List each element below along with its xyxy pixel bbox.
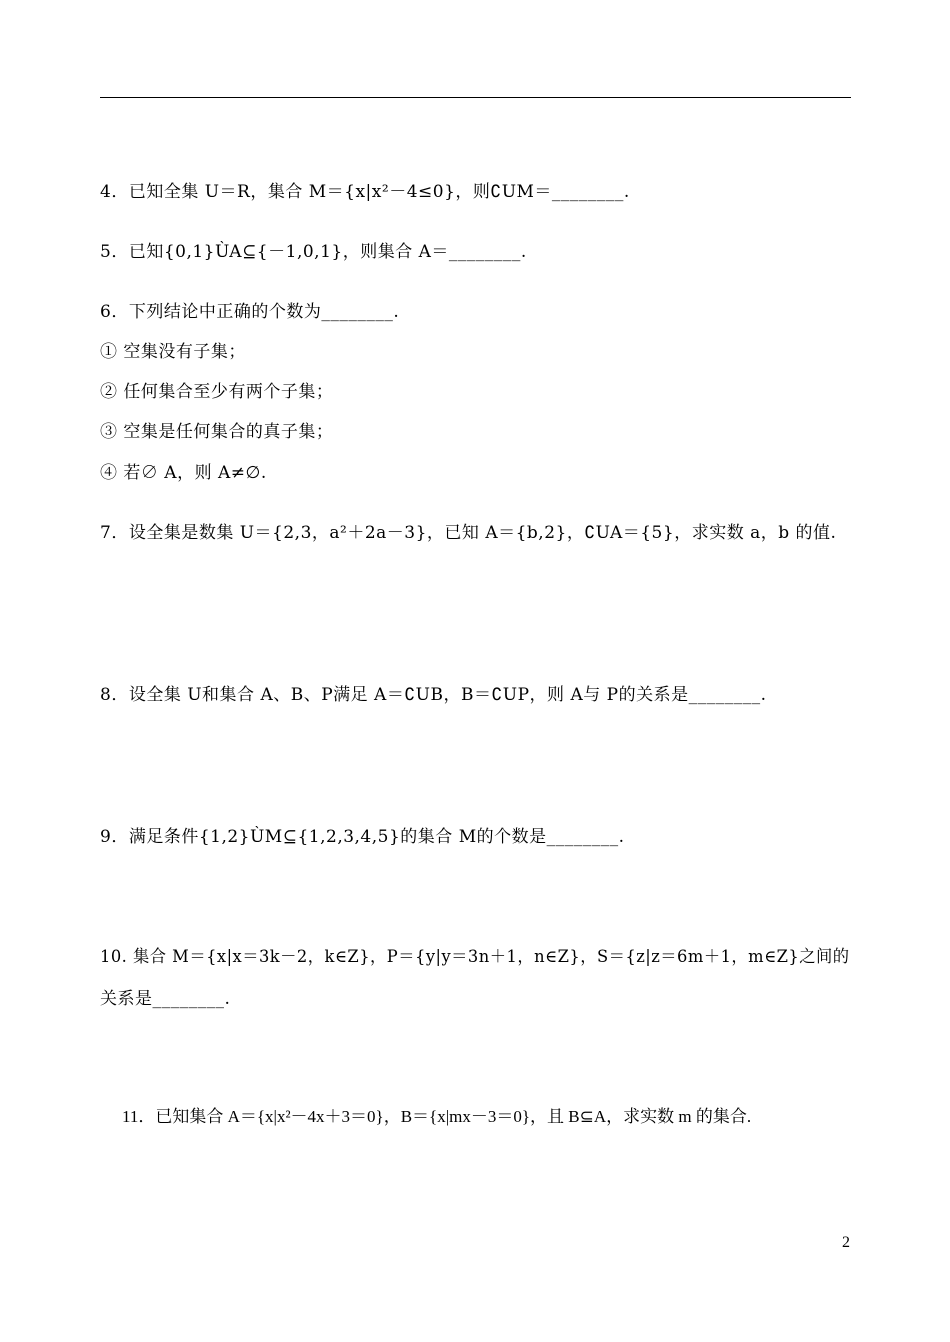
header-rule <box>100 97 851 98</box>
question-9: 9．满足条件{1,2}ÙM⊆{1,2,3,4,5}的集合 M的个数是________. <box>100 827 625 847</box>
question-6-option-3: ③ 空集是任何集合的真子集； <box>100 422 334 442</box>
question-6-option-2: ② 任何集合至少有两个子集； <box>100 382 334 402</box>
question-10-line-1: 10. 集合 M＝{x|x＝3k－2，k∈Z}，P＝{y|y＝3n＋1，n∈Z}，S＝{z|z＝6m＋1，m∈Z}之间的 <box>100 947 850 967</box>
question-6-option-1: ① 空集没有子集； <box>100 342 246 362</box>
question-5: 5．已知{0,1}ÙA⊆{－1,0,1}，则集合 A＝________. <box>100 242 527 262</box>
question-8: 8．设全集 U和集合 A、B、P满足 A＝∁UB，B＝∁UP，则 A与 P的关系是________. <box>100 685 767 705</box>
question-7: 7．设全集是数集 U＝{2,3，a²＋2a－3}，已知 A＝{b,2}，∁UA＝{5}，求实数 a，b 的值. <box>100 523 837 543</box>
question-6-option-4: ④ 若∅ A，则 A≠∅. <box>100 463 267 483</box>
page-number: 2 <box>842 1234 850 1251</box>
question-6: 6．下列结论中正确的个数为________. <box>100 302 400 322</box>
question-10-line-2: 关系是________. <box>100 989 231 1009</box>
question-4: 4．已知全集 U＝R，集合 M＝{x|x²－4≤0}，则∁UM＝________. <box>100 182 630 202</box>
question-11: 11．已知集合 A＝{x|x²－4x＋3＝0}，B＝{x|mx－3＝0}，且 B⊆A，求实数 m 的集合. <box>122 1107 752 1126</box>
